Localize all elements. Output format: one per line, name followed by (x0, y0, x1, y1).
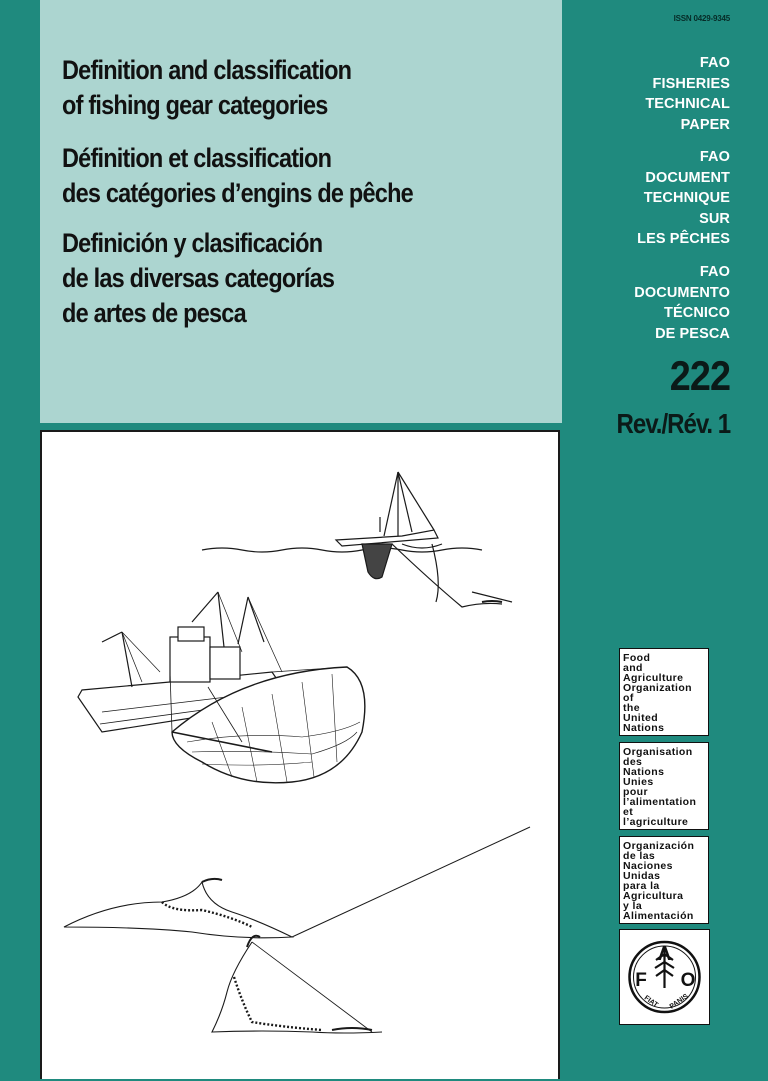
org-line: l’agriculture (623, 816, 689, 828)
org-line: of (623, 692, 634, 704)
series-line: FAO (699, 55, 730, 71)
title-line: de artes de pesca (62, 298, 246, 328)
series-line: FISHERIES (652, 75, 730, 92)
trawler-drawing (78, 592, 365, 783)
set-nets-drawing (64, 827, 530, 1033)
logo-letter-a: A (657, 944, 672, 965)
title-french (62, 141, 413, 211)
title-line: of fishing gear categories (62, 90, 328, 120)
organization-name-english (619, 648, 709, 736)
org-line: Unies (623, 776, 654, 788)
org-line: the (623, 702, 640, 714)
series-line: TECHNIQUE (643, 190, 730, 206)
org-line: Organización (623, 840, 695, 852)
org-line: para la (623, 880, 660, 892)
org-line: de las (623, 850, 656, 862)
title-line: de las diversas categorías (62, 263, 335, 293)
logo-motto-left: FIAT (642, 994, 660, 1009)
org-line: des (623, 756, 643, 768)
paper-number: 222 (669, 352, 730, 399)
title-english (62, 53, 351, 123)
org-line: Organization (623, 682, 692, 694)
org-line: Organisation (623, 746, 693, 758)
series-line: DOCUMENTO (634, 284, 730, 301)
series-line: DOCUMENT (645, 169, 730, 186)
fao-logo (619, 929, 710, 1025)
series-line: FAO (699, 264, 730, 280)
org-line: Naciones (623, 860, 673, 872)
fishing-gear-illustration (40, 430, 560, 1079)
organization-name-spanish (619, 836, 709, 924)
org-line: Food (623, 652, 651, 664)
series-name-french (637, 147, 730, 250)
logo-motto-right: PANIS (668, 992, 690, 1011)
org-line: Unidas (623, 870, 661, 882)
title-line: Definition and classification (62, 55, 352, 85)
series-line: PAPER (680, 116, 730, 133)
org-line: and (623, 662, 643, 674)
org-line: et (623, 806, 634, 818)
title-line: Définition et classification (62, 143, 332, 173)
series-line: SUR (699, 210, 730, 227)
title-line: des catégories d’engins de pêche (62, 178, 413, 208)
revision-label: Rev./Rév. 1 (616, 408, 730, 439)
series-line: LES PÊCHES (637, 231, 730, 247)
org-line: United (623, 712, 659, 724)
org-line: Nations (623, 722, 665, 734)
distant-boat-drawing (202, 472, 512, 607)
org-line: Agricultura (623, 890, 684, 902)
org-line: pour (623, 786, 648, 798)
issn-number: ISSN 0429-9345 (673, 14, 730, 23)
logo-letter-o: O (680, 970, 696, 991)
logo-letter-f: F (635, 970, 647, 991)
series-line: DE PESCA (655, 325, 730, 342)
series-name-english (645, 53, 730, 135)
org-line: Agriculture (623, 672, 684, 684)
org-line: l’alimentation (623, 796, 697, 808)
organization-name-french (619, 742, 709, 830)
org-line: Alimentación (623, 910, 694, 922)
title-spanish (62, 226, 334, 331)
org-line: y la (623, 900, 643, 912)
series-line: FAO (699, 149, 730, 165)
series-name-spanish (634, 262, 730, 344)
series-line: TÉCNICO (664, 305, 730, 321)
series-line: TECHNICAL (645, 96, 730, 112)
org-line: Nations (623, 766, 665, 778)
title-line: Definición y clasificación (62, 228, 323, 258)
